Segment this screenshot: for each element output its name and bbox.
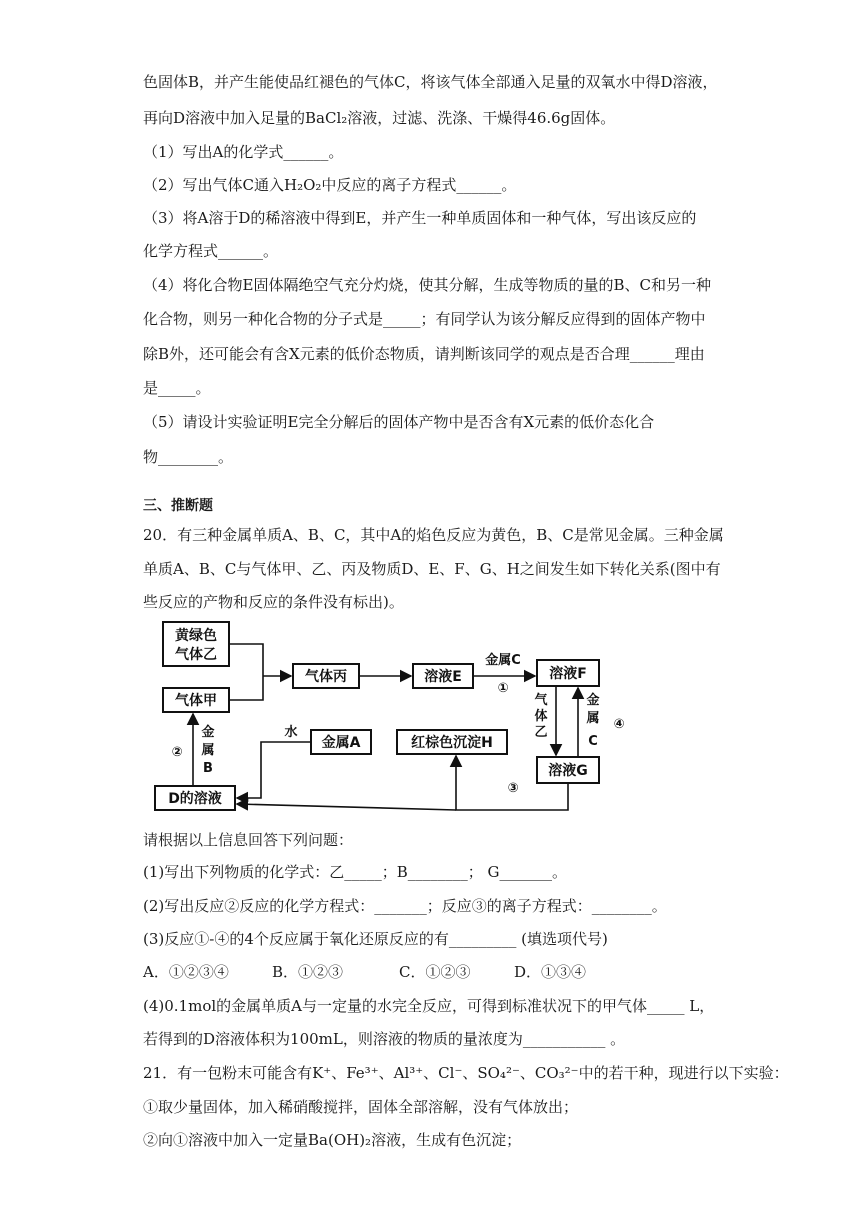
label-circle-1: ① xyxy=(497,681,509,696)
q20-q4-line2: 若得到的D溶液体积为100mL，则溶液的物质的量浓度为___________ 。 xyxy=(143,1030,626,1048)
q20-option-d: D．①③④ xyxy=(514,963,587,981)
q19-part4-line4: 是_____。 xyxy=(143,379,211,397)
label-metal-c-top: 金属C xyxy=(485,653,521,668)
box-red-brown-precipitate-label: 红棕色沉淀H xyxy=(411,735,493,751)
label-circle-3: ③ xyxy=(507,781,519,796)
connector-gas-jia xyxy=(229,676,263,700)
q19-part3-line2: 化学方程式______。 xyxy=(143,242,279,260)
label-gas-yi-1: 气 xyxy=(534,693,548,708)
q19-part4-line2: 化合物，则另一种化合物的分子式是_____；有同学认为该分解反应得到的固体产物中 xyxy=(143,310,706,328)
box-yellow-green-gas-line2: 气体乙 xyxy=(175,647,217,663)
box-metal-a-label: 金属A xyxy=(321,735,361,751)
label-metal-b-2: 属 xyxy=(201,743,215,758)
q21-stem-line3: ②向①溶液中加入一定量Ba(OH)₂溶液，生成有色沉淀； xyxy=(143,1131,522,1149)
label-circle-4: ④ xyxy=(613,717,625,732)
box-solution-g-label: 溶液G xyxy=(548,763,588,779)
q19-part1: （1）写出A的化学式______。 xyxy=(143,143,344,161)
q19-part3-line1: （3）将A溶于D的稀溶液中得到E，并产生一种单质固体和一种气体，写出该反应的 xyxy=(143,209,697,227)
box-solution-e-label: 溶液E xyxy=(424,669,462,685)
q21-stem-line2: ①取少量固体，加入稀硝酸搅拌，固体全部溶解，没有气体放出； xyxy=(143,1098,579,1116)
label-metal-c-3: C xyxy=(588,734,598,749)
q20-q2: (2)写出反应②反应的化学方程式：_______；反应③的离子方程式：________。 xyxy=(143,897,667,915)
label-water: 水 xyxy=(284,725,298,740)
q20-option-a: A．①②③④ xyxy=(143,963,229,981)
q20-prompt: 请根据以上信息回答下列问题： xyxy=(143,831,354,849)
q20-option-c: C．①②③ xyxy=(399,963,471,981)
connector-gas-yi xyxy=(229,644,263,676)
box-yellow-green-gas-line1: 黄绿色 xyxy=(175,628,217,644)
conversion-diagram xyxy=(143,616,643,812)
q19-intro-line2: 再向D溶液中加入足量的BaCl₂溶液，过滤、洗涤、干燥得46.6g固体。 xyxy=(143,109,616,127)
q20-option-b: B．①②③ xyxy=(272,963,344,981)
arrow-g-to-d xyxy=(237,804,456,810)
q19-part4-line3: 除B外，还可能会有含X元素的低价态物质，请判断该同学的观点是否合理______理由 xyxy=(143,345,705,363)
box-gas-jia-label: 气体甲 xyxy=(175,693,217,709)
q19-part2: （2）写出气体C通入H₂O₂中反应的离子方程式______。 xyxy=(143,176,517,194)
box-solution-f-label: 溶液F xyxy=(549,666,587,682)
label-gas-yi-2: 体 xyxy=(534,709,548,724)
box-gas-bing-label: 气体丙 xyxy=(305,669,347,685)
q20-q3: (3)反应①-④的4个反应属于氧化还原反应的有_________ (填选项代号) xyxy=(143,930,608,948)
label-metal-b-3: B xyxy=(203,761,213,776)
q19-part5-line1: （5）请设计实验证明E完全分解后的固体产物中是否含有X元素的低价态化合 xyxy=(143,413,655,431)
label-circle-2: ② xyxy=(171,745,183,760)
q20-stem-line2: 单质A、B、C与气体甲、乙、丙及物质D、E、F、G、H之间发生如下转化关系(图中有 xyxy=(143,560,721,578)
q20-q1: (1)写出下列物质的化学式：乙_____；B________； G_______。 xyxy=(143,863,568,881)
q19-intro-line1: 色固体B，并产生能使品红褪色的气体C，将该气体全部通入足量的双氧水中得D溶液， xyxy=(143,73,718,91)
label-metal-b-1: 金 xyxy=(201,725,215,740)
q20-stem-line3: 些反应的产物和反应的条件没有标出)。 xyxy=(143,593,404,611)
label-metal-c-1: 金 xyxy=(586,693,600,708)
arrow-metal-a-water xyxy=(237,742,311,798)
q19-part5-line2: 物________。 xyxy=(143,448,234,466)
box-solution-d-label: D的溶液 xyxy=(168,791,222,807)
q19-part4-line1: （4）将化合物E固体隔绝空气充分灼烧，使其分解，生成等物质的量的B、C和另一种 xyxy=(143,276,711,294)
q21-stem-line1: 21．有一包粉末可能含有K⁺、Fe³⁺、Al³⁺、Cl⁻、SO₄²⁻、CO₃²⁻中的若干种，现进行以下实验： xyxy=(143,1064,789,1082)
section-title: 三、推断题 xyxy=(143,498,213,514)
q20-stem-line1: 20．有三种金属单质A、B、C，其中A的焰色反应为黄色，B、C是常见金属。三种金属 xyxy=(143,526,724,544)
label-gas-yi-3: 乙 xyxy=(534,725,548,740)
q20-q4-line1: (4)0.1mol的金属单质A与一定量的水完全反应，可得到标准状况下的甲气体_____ L， xyxy=(143,997,715,1015)
label-metal-c-2: 属 xyxy=(586,711,600,726)
